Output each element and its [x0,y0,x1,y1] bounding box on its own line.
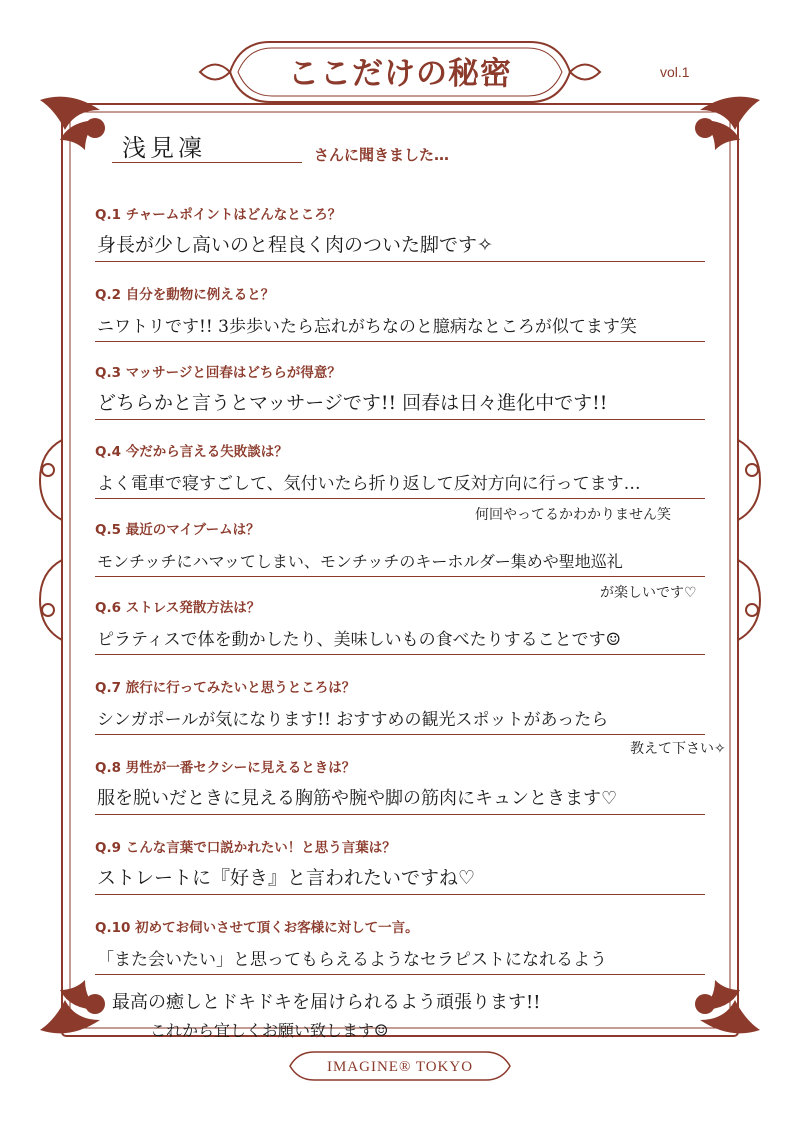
therapist-name: 浅見凜 [122,134,206,162]
question: Q.7 旅行に行ってみたいと思うところは？ [95,680,356,696]
page-title: ここだけの秘密 [288,55,512,92]
answer-continuation: が楽しいです♡ [600,585,697,601]
name-suffix: さんに聞きました… [314,146,450,164]
answer-line [95,305,705,342]
answer-line [95,938,705,975]
brand-logo-text: IMAGINE® TOKYO [326,1058,474,1075]
question: Q.6 ストレス発散方法は？ [95,600,261,616]
question: Q.10 初めてお伺いさせて頂くお客様に対して一言。 [95,920,419,936]
qa-item-8 [95,758,705,815]
closing-line-2: 最高の癒しとドキドキを届けられるよう頑張ります!! [112,992,541,1013]
qa-item-6 [95,598,705,655]
answer: モンチッチにハマッてしまい、モンチッチのキーホルダー集めや聖地巡礼 [97,552,623,571]
qa-item-9 [95,838,705,895]
answer: 「また会いたい」と思ってもらえるようなセラピストになれるよう [97,950,607,970]
closing-line-3: これから宜しくお願い致します☺ [150,1021,389,1040]
answer-line [95,618,705,655]
answer: ニワトリです!! 3歩歩いたら忘れがちなのと臆病なところが似てます笑 [97,317,637,337]
answer-continuation: 何回やってるかわかりません笑 [475,507,671,523]
answer-line [95,462,705,499]
volume-label: vol.1 [660,64,690,80]
qa-item-1 [95,205,705,262]
answer-line [95,383,705,420]
question: Q.5 最近のマイブームは？ [95,522,260,538]
question: Q.3 マッサージと回春はどちらが得意？ [95,365,341,381]
answer-line [95,778,705,815]
answer-line [95,540,705,577]
answer: シンガポールが気になります!! おすすめの観光スポットがあったら [97,710,609,730]
name-row [112,128,532,168]
qa-item-4 [95,442,705,523]
title-banner [240,38,560,102]
answer: どちらかと言うとマッサージです!! 回春は日々進化中です!! [97,392,608,414]
answer-line [95,698,705,735]
question: Q.9 こんな言葉で口説かれたい！と思う言葉は？ [95,840,396,856]
qa-item-3 [95,363,705,420]
qa-item-10 [95,918,705,975]
qa-item-5 [95,520,705,601]
qa-item-7 [95,678,726,757]
question: Q.1 チャームポイントはどんなところ？ [95,207,342,223]
answer: よく電車で寝すごして、気付いたら折り返して反対方向に行ってます… [97,474,641,494]
name-underline [112,162,302,163]
question: Q.8 男性が一番セクシーに見えるときは？ [95,760,356,776]
answer-line [95,858,705,895]
question: Q.2 自分を動物に例えると？ [95,287,275,303]
answer: ストレートに『好き』と言われたいですね♡ [97,867,476,889]
answer: 服を脱いだときに見える胸筋や腕や脚の筋肉にキュンときます♡ [97,788,618,809]
qa-item-2 [95,285,705,342]
question: Q.4 今だから言える失敗談は？ [95,444,288,460]
answer: ピラティスで体を動かしたり、美味しいもの食べたりすることです☺ [97,630,621,650]
answer: 身長が少し高いのと程良く肉のついた脚です✧ [97,234,493,256]
answer-continuation: 教えて下さい✧ [630,741,726,757]
answer-line [95,225,705,262]
footer-brand [300,1056,500,1078]
